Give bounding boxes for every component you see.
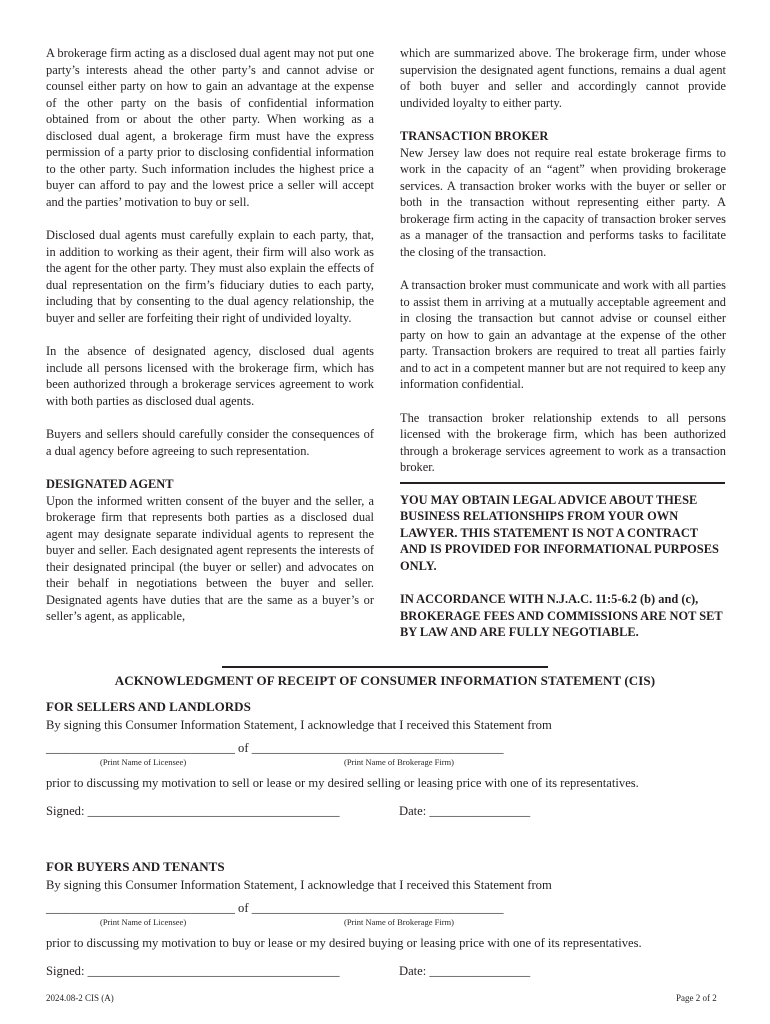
transaction-broker-paragraph-2: A transaction broker must communicate and work with all parties to assist them in arriving at a mutually acceptable agreement and in closing the transaction but cannot advise or counsel either party on how to gain an advantage at the expense of the other party. Transaction brokers are required to treat all parties fairly and to act in a competent manner but are not required to keep any information confidential. [400,278,726,391]
sellers-section [46,699,736,733]
transaction-broker-paragraph-1: New Jersey law does not require real estate brokerage firms to work in the capacity of an “agent” when providing brokerage services. A transaction broker works with the buyer or seller or both in the transaction without representing either party. A brokerage firm acting in the capacity of transaction broker serves as a manager of the transaction and performs tasks to facilitate the closing of the transaction. [400,145,726,259]
acknowledgment-divider [222,666,548,668]
sellers-signature-line[interactable]: Signed: ________________________________________ [46,804,340,818]
section-divider [400,482,725,484]
dual-agent-paragraph-4: Buyers and sellers should carefully consider the consequences of a dual agency before agreeing to such representation. [46,427,374,458]
sellers-prior-text: prior to discussing my motivation to sell or lease or my desired selling or leasing price with one of its representatives. [46,776,639,790]
sellers-firm-caption: (Print Name of Brokerage Firm) [344,757,454,767]
buyers-intro: By signing this Consumer Information Statement, I acknowledge that I received this Statement from [46,878,552,892]
buyers-firm-caption: (Print Name of Brokerage Firm) [344,917,454,927]
transaction-broker-heading: TRANSACTION BROKER [400,129,549,143]
legal-advice-notice: YOU MAY OBTAIN LEGAL ADVICE ABOUT THESE BUSINESS RELATIONSHIPS FROM YOUR OWN LAWYER. THIS STATEMENT IS NOT A CONTRACT AND IS PROVIDED FOR INFORMATIONAL PURPOSES ONLY. [400,492,719,573]
buyers-signature-line[interactable]: Signed: ________________________________________ [46,964,340,978]
sellers-intro: By signing this Consumer Information Statement, I acknowledge that I received this Statement from [46,718,552,732]
dual-agent-paragraph-2: Disclosed dual agents must carefully explain to each party, that, in addition to working as their agent, their firm will also work as the agent for the other party. They must also explain the effects of dual representation on the firm’s fiduciary duties to each party, including that by consenting to the dual agency relationship, the buyer and seller are forfeiting their right of undivided loyalty. [46,228,374,325]
buyers-licensee-caption: (Print Name of Licensee) [100,917,187,927]
buyers-section [46,859,736,893]
page-number: Page 2 of 2 [676,993,717,1003]
buyers-name-line[interactable]: ______________________________ of ________________________________________ [46,901,504,915]
sellers-name-line[interactable]: ______________________________ of ________________________________________ [46,741,504,755]
sellers-heading: FOR SELLERS AND LANDLORDS [46,699,251,714]
transaction-broker-paragraph-3: The transaction broker relationship extends to all persons licensed with the brokerage firm, which has been authorized through a brokerage services agreement to work as a transaction broker. [400,410,726,474]
njac-notice: IN ACCORDANCE WITH N.J.A.C. 11:5-6.2 (b) and (c), BROKERAGE FEES AND COMMISSIONS ARE NOT SET BY LAW AND ARE FULLY NEGOTIABLE. [400,592,723,639]
buyers-heading: FOR BUYERS AND TENANTS [46,859,225,874]
left-column [46,45,374,642]
form-code: 2024.08-2 CIS (A) [46,993,114,1003]
dual-agent-paragraph-3: In the absence of designated agency, disclosed dual agents include all persons licensed with the brokerage firm, which has been authorized through a brokerage services agreement to work with both parties as disclosed dual agents. [46,344,374,408]
buyers-prior-text: prior to discussing my motivation to buy or lease or my desired buying or leasing price with one of its representatives. [46,936,642,950]
designated-agent-continued: which are summarized above. The brokerage firm, under whose supervision the designated agent functions, remains a dual agent of both buyer and seller and accordingly cannot provide undivided loyalty to either party. [400,46,726,110]
dual-agent-paragraph-1: A brokerage firm acting as a disclosed dual agent may not put one party’s interests ahead the other party’s and cannot advise or counsel either party on how to gain an advantage at the expense of the other party on the basis of confidential information obtained from or about the other party. When working as a disclosed dual agent, a brokerage firm must have the express permission of a party prior to disclosing confidential information to the other party. Such information includes the highest price a buyer can afford to pay and the lowest price a seller will accept and the parties’ motivation to buy or sell. [46,46,374,209]
designated-agent-paragraph: Upon the informed written consent of the buyer and the seller, a brokerage firm that represents both parties as a disclosed dual agent may designate separate individual agents to represent the buyer and seller. Each designated agent represents the interests of their designated principal (the buyer or seller) and advocates on their behalf in negotiations between the buyer and seller. Designated agents have duties that are the same as a buyer’s or seller’s agent, as applicable, [46,493,374,623]
right-column [400,45,726,658]
buyers-date-line[interactable]: Date: ________________ [399,964,531,978]
sellers-licensee-caption: (Print Name of Licensee) [100,757,187,767]
sellers-date-line[interactable]: Date: ________________ [399,804,531,818]
acknowledgment-title: ACKNOWLEDGMENT OF RECEIPT OF CONSUMER INFORMATION STATEMENT (CIS) [114,673,656,688]
designated-agent-heading: DESIGNATED AGENT [46,477,174,491]
